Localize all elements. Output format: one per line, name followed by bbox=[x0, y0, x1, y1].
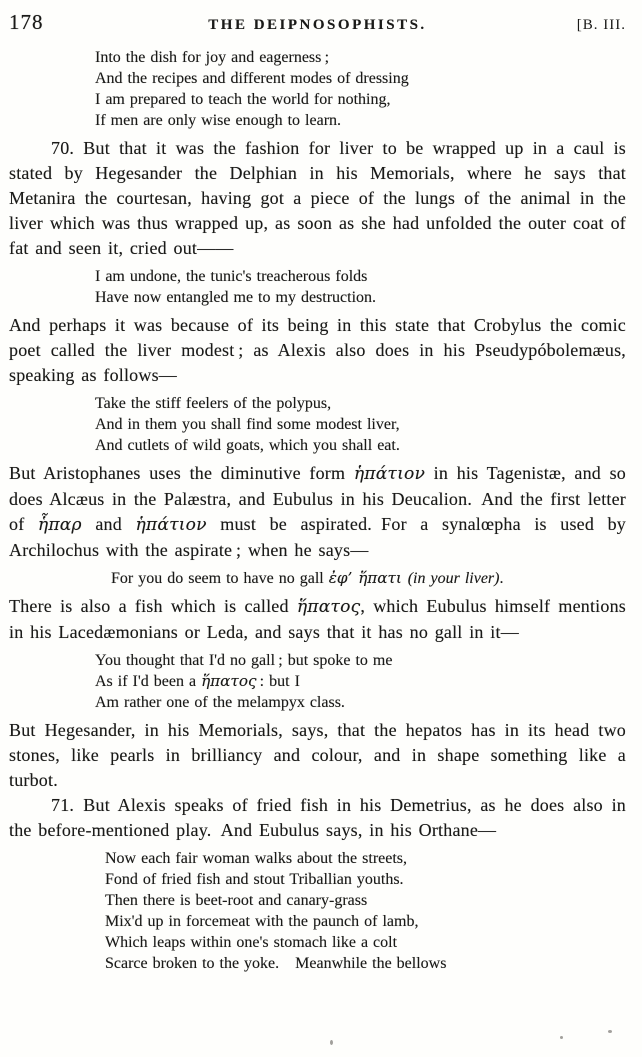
verse-line: Now each fair woman walks about the streets, bbox=[105, 850, 408, 867]
running-title: THE DEIPNOSOPHISTS. bbox=[208, 17, 427, 33]
verse-line bbox=[111, 568, 626, 589]
verse-quote-orthane bbox=[105, 848, 626, 974]
text-segment: must be aspirated. For a synalœpha is used by Archilochus with the aspirate ; when he says— bbox=[9, 514, 626, 560]
text-segment: . bbox=[499, 570, 504, 587]
paragraph-70: 70. But that it was the fashion for liver to be wrapped up in a caul is stated by Hegesander the Delphian in his Memorials, where he says that Metanira the courtesan, having got a piece of the lungs of the animal in the liver which was thus wrapped up, as soon as she had unfolded the outer coat of fat and seen it, cried out—— bbox=[9, 138, 626, 258]
greek-term: ἥπατος bbox=[296, 597, 361, 617]
text-segment: and bbox=[81, 514, 136, 534]
verse-line: Fond of fried fish and stout Triballian youths. bbox=[105, 871, 404, 888]
book-reference: [B. III. bbox=[576, 17, 626, 33]
paragraph-hegesander: But Hegesander, in his Memorials, says, that the hepatos has in its head two stones, like pearls in brilliancy and colour, and in shape something like a turbot. bbox=[9, 720, 626, 790]
greek-term: ἡπάτιον bbox=[135, 515, 207, 535]
text-segment: But Aristophanes uses the diminutive form bbox=[9, 463, 354, 483]
text-segment: There is also a fish which is called bbox=[9, 596, 297, 616]
greek-term: ἧπαρ bbox=[37, 515, 82, 535]
text-segment: As if I'd been a bbox=[95, 673, 202, 690]
verse-quote-hepatos bbox=[95, 650, 626, 713]
page-header bbox=[9, 10, 626, 35]
greek-term: ἥπατος bbox=[201, 672, 257, 690]
verse-quote-polypus bbox=[95, 393, 626, 456]
paragraph-aristophanes bbox=[9, 461, 626, 563]
verse-line: I am prepared to teach the world for nothing, bbox=[95, 91, 391, 108]
verse-line: And in them you shall find some modest liver, bbox=[95, 416, 400, 433]
ink-speck bbox=[560, 1036, 563, 1039]
verse-line: Take the stiff feelers of the polypus, bbox=[95, 395, 332, 412]
verse-line: Scarce broken to the yoke. Meanwhile the bellows bbox=[105, 955, 447, 972]
text-segment: , which Eubulus himself mentions in his Lacedæmonians or Leda, and says that it has no gall in it— bbox=[9, 596, 626, 642]
paragraph-crobylus: And perhaps it was because of its being in this state that Crobylus the comic poet called the liver modest ; as Alexis also does in his Pseudypóbolemæus, speaking as follows— bbox=[9, 315, 626, 385]
ink-speck bbox=[330, 1040, 333, 1045]
text-segment: in his Tagenistæ, and so does Alcæus in the Palæstra, and Eubulus in his Deucalion. And the first letter of bbox=[9, 463, 627, 534]
verse-line: If men are only wise enough to learn. bbox=[95, 112, 342, 129]
verse-line: Mix'd up in forcemeat with the paunch of lamb, bbox=[105, 913, 419, 930]
verse-line: Into the dish for joy and eagerness ; bbox=[95, 49, 330, 66]
verse-quote-archilochus bbox=[111, 568, 626, 589]
ink-speck bbox=[608, 1030, 612, 1033]
translation-gloss: (in your liver) bbox=[407, 570, 500, 587]
verse-line: Then there is beet-root and canary-grass bbox=[105, 892, 368, 909]
verse-line: Am rather one of the melampyx class. bbox=[95, 694, 345, 711]
paragraph-71: 71. But Alexis speaks of fried fish in his Demetrius, as he does also in the before-mentioned play. And Eubulus says, in his Orthane— bbox=[9, 795, 626, 840]
verse-quote-opening bbox=[95, 47, 626, 131]
verse-line: And the recipes and different modes of dressing bbox=[95, 70, 409, 87]
verse-line: And cutlets of wild goats, which you shall eat. bbox=[95, 437, 400, 454]
verse-line: You thought that I'd no gall ; but spoke to me bbox=[95, 652, 393, 669]
verse-quote-tunic bbox=[95, 266, 626, 308]
verse-line: Have now entangled me to my destruction. bbox=[95, 289, 377, 306]
greek-term: ἡπάτιον bbox=[353, 464, 426, 484]
page-number: 178 bbox=[9, 10, 44, 34]
text-segment: For you do seem to have no gall bbox=[111, 570, 329, 587]
greek-term: ἐφ’ ἥπατι bbox=[328, 569, 408, 587]
verse-line: Which leaps within one's stomach like a colt bbox=[105, 934, 398, 951]
verse-line bbox=[95, 671, 626, 692]
text-segment: : but I bbox=[256, 673, 300, 690]
paragraph-fish bbox=[9, 594, 626, 645]
verse-line: I am undone, the tunic's treacherous folds bbox=[95, 268, 368, 285]
